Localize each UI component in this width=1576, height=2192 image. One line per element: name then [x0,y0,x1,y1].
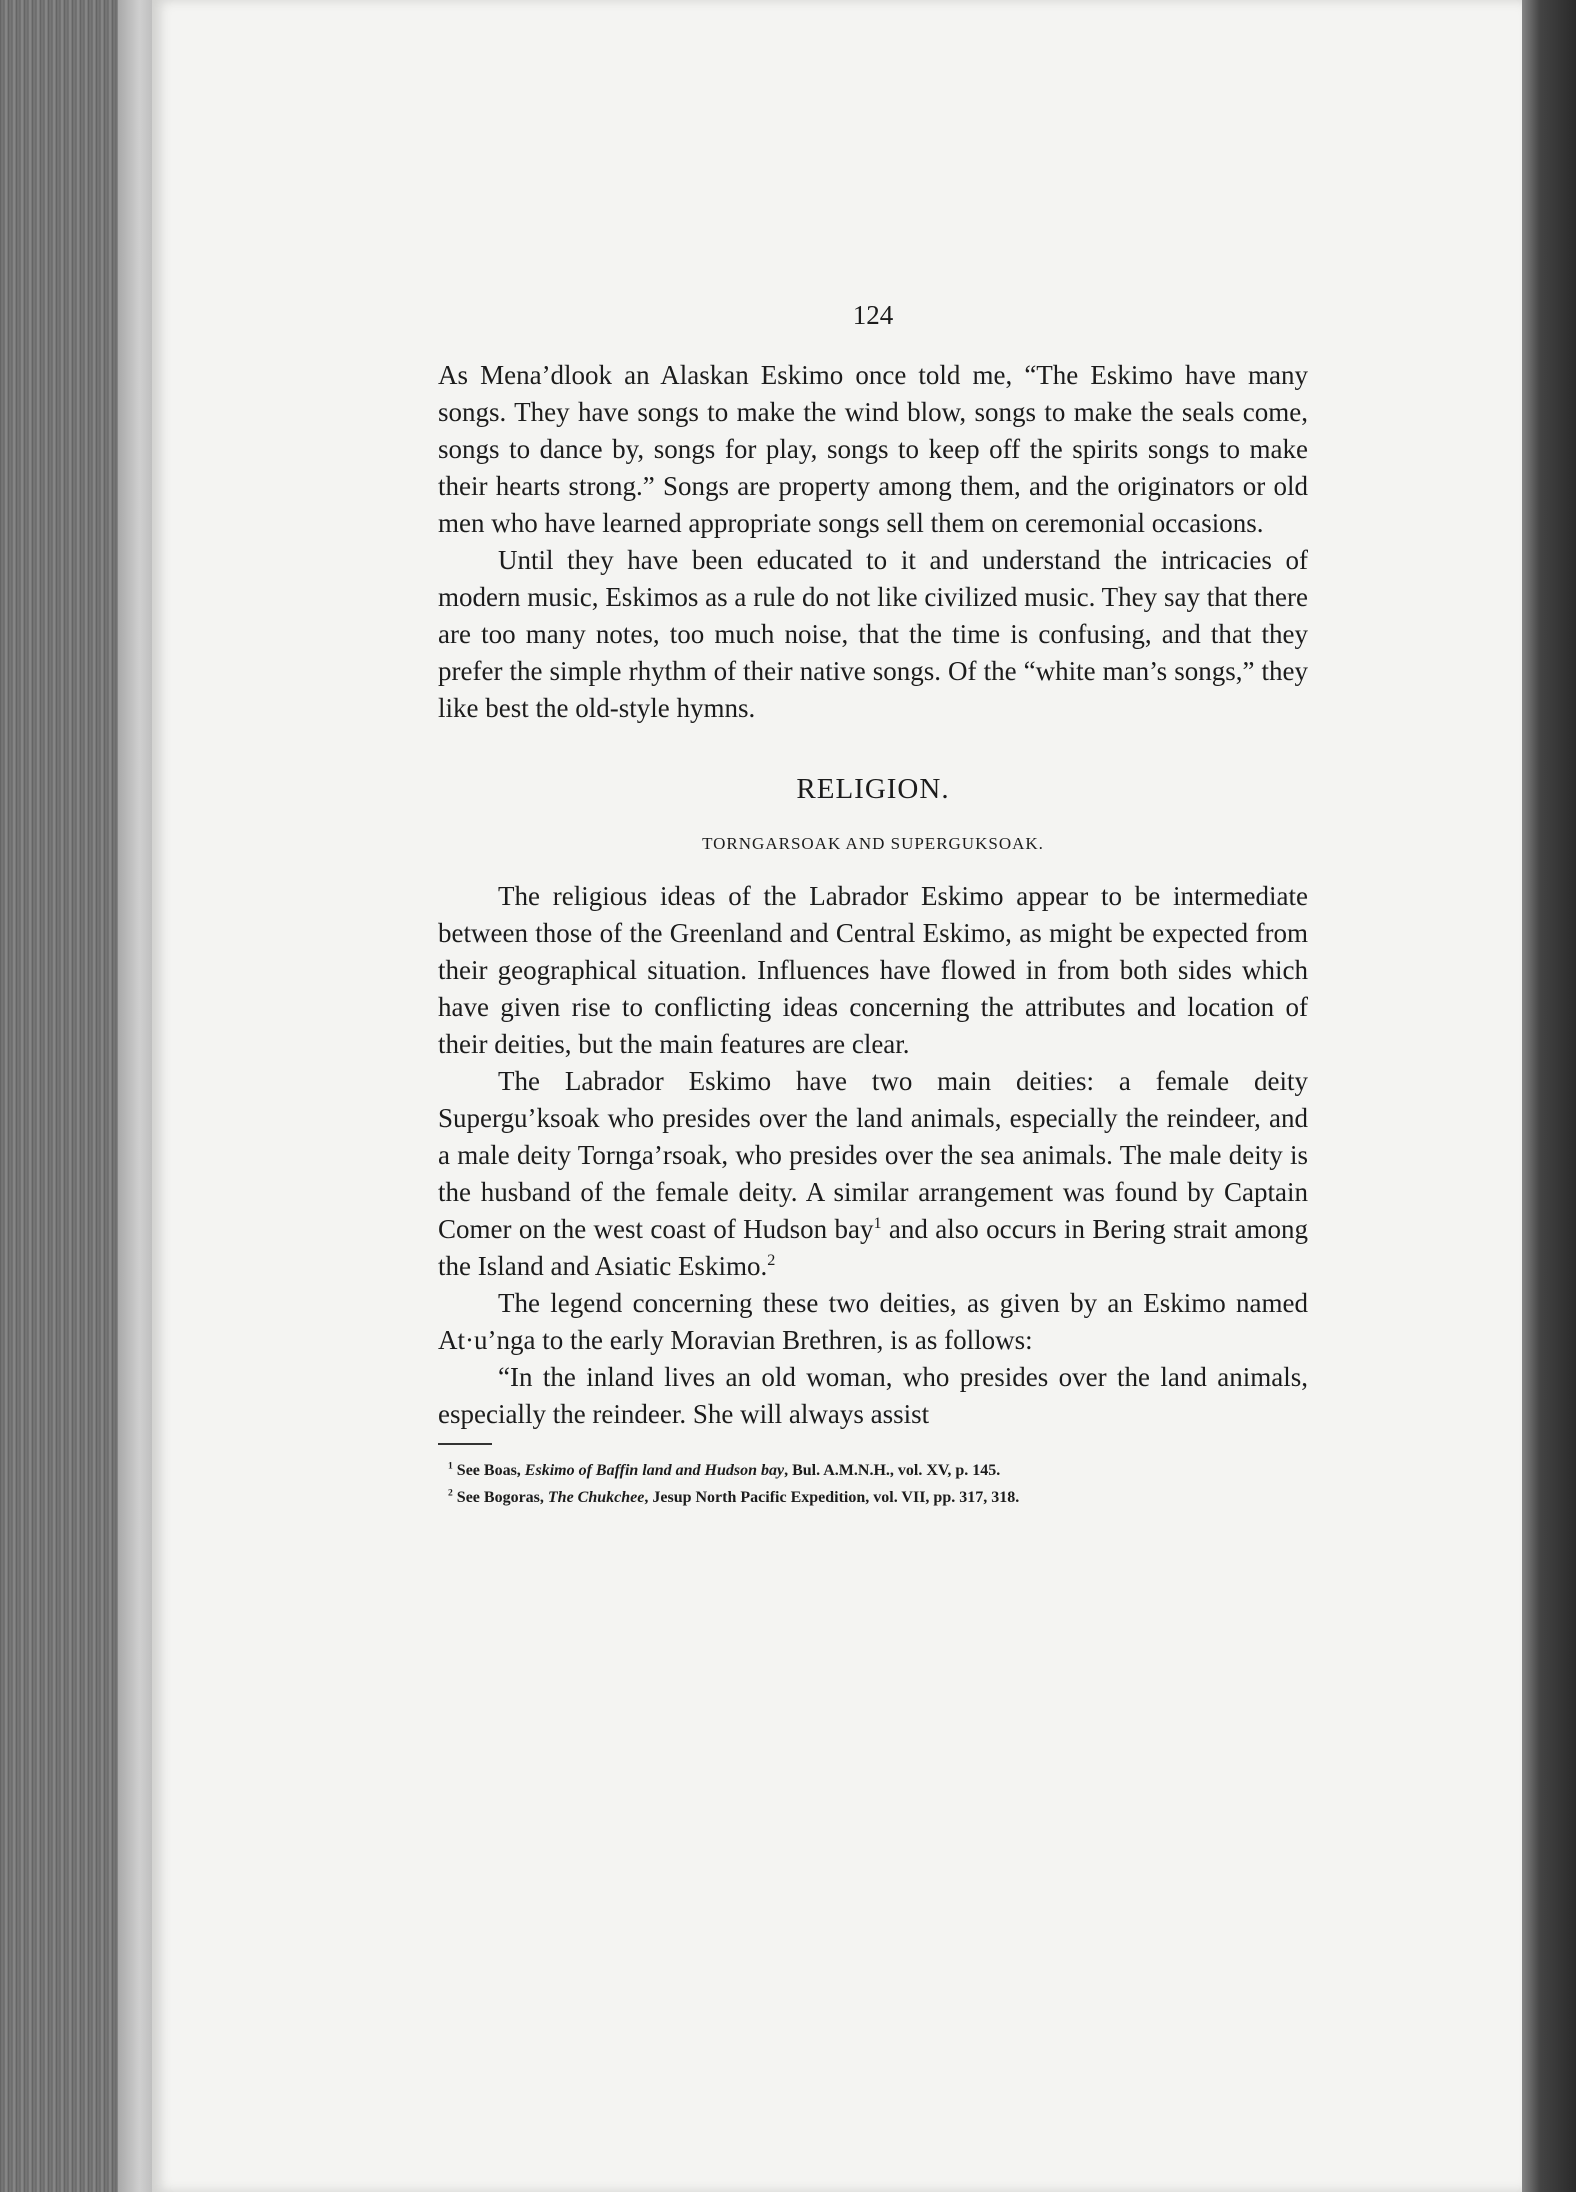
footnote-pre: See Bogoras, [452,1489,548,1506]
footnote-title: Eskimo of Baffin land and Hudson bay [524,1462,785,1479]
book-gutter [118,0,154,2192]
paragraph-deities-text: The Labrador Eskimo have two main deities: a female deity Supergu’ksoak who presides over the land animals, especially the reindeer, and a male deity Tornga’rsoak, who presides over the sea animals. The male deity is the husband of the female deity. A similar arrangement was found by Captain Comer on the west coast of Hudson bay [438,1066,1308,1244]
footnote-post: , Bul. A.M.N.H., vol. XV, p. 145. [784,1462,1001,1479]
page-number: 124 [852,300,894,330]
footnote-pre: See Boas, [452,1462,525,1479]
book-right-edge [1516,0,1576,2192]
paragraph-deities-text-2: and also occurs in Bering strait among the Island and Asiatic Eskimo. [438,1214,1309,1281]
footnote-post: , Jesup North Pacific Expedition, vol. VII, pp. 317, 318. [644,1489,1020,1506]
footnote-ref-1: 1 [873,1214,882,1232]
footnote-rule [438,1443,492,1445]
paragraph-legend: The legend concerning these two deities, as given by an Eskimo named At·u’nga to the early Moravian Brethren, is as follows: [438,1288,1308,1355]
footnote-mark: 1 [448,1460,453,1472]
sub-heading: TORNGARSOAK AND SUPERGUKSOAK. [702,834,1044,853]
paragraph-modern-music: Until they have been educated to it and understand the intricacies of modern music, Eskimos as a rule do not like civilized music. They say that there are too many notes, too much noise, that the time is confusing, and that they prefer the simple rhythm of their native songs. Of the “white man’s songs,” they like best the old-style hymns. [438,545,1308,723]
book-page [152,0,1522,2192]
footnote-title: The Chukchee [547,1489,645,1506]
footnote-1 [448,1457,1308,1484]
paragraph-religious-ideas: The religious ideas of the Labrador Eskimo appear to be intermediate between those of the Greenland and Central Eskimo, as might be expected from their geographical situation. Influences have flowed in from both sides which have given rise to conflicting ideas concerning the attributes and location of their deities, but the main features are clear. [438,881,1308,1059]
footnote-2 [448,1484,1308,1511]
footnote-ref-2: 2 [767,1251,776,1269]
paragraph-quote: “In the inland lives an old woman, who presides over the land animals, especially the reindeer. She will always assist [438,1362,1308,1429]
section-heading: RELIGION. [796,773,950,805]
text-column [438,300,1308,1511]
paragraph-songs: As Mena’dlook an Alaskan Eskimo once told me, “The Eskimo have many songs. They have songs to make the wind blow, songs to make the seals come, songs to dance by, songs for play, songs to keep off the spirits songs to make their hearts strong.” Songs are property among them, and the originators or old men who have learned appropriate songs sell them on ceremonial occasions. [438,360,1308,538]
footnote-mark: 2 [448,1487,453,1499]
paragraph-deities [438,1063,1308,1285]
